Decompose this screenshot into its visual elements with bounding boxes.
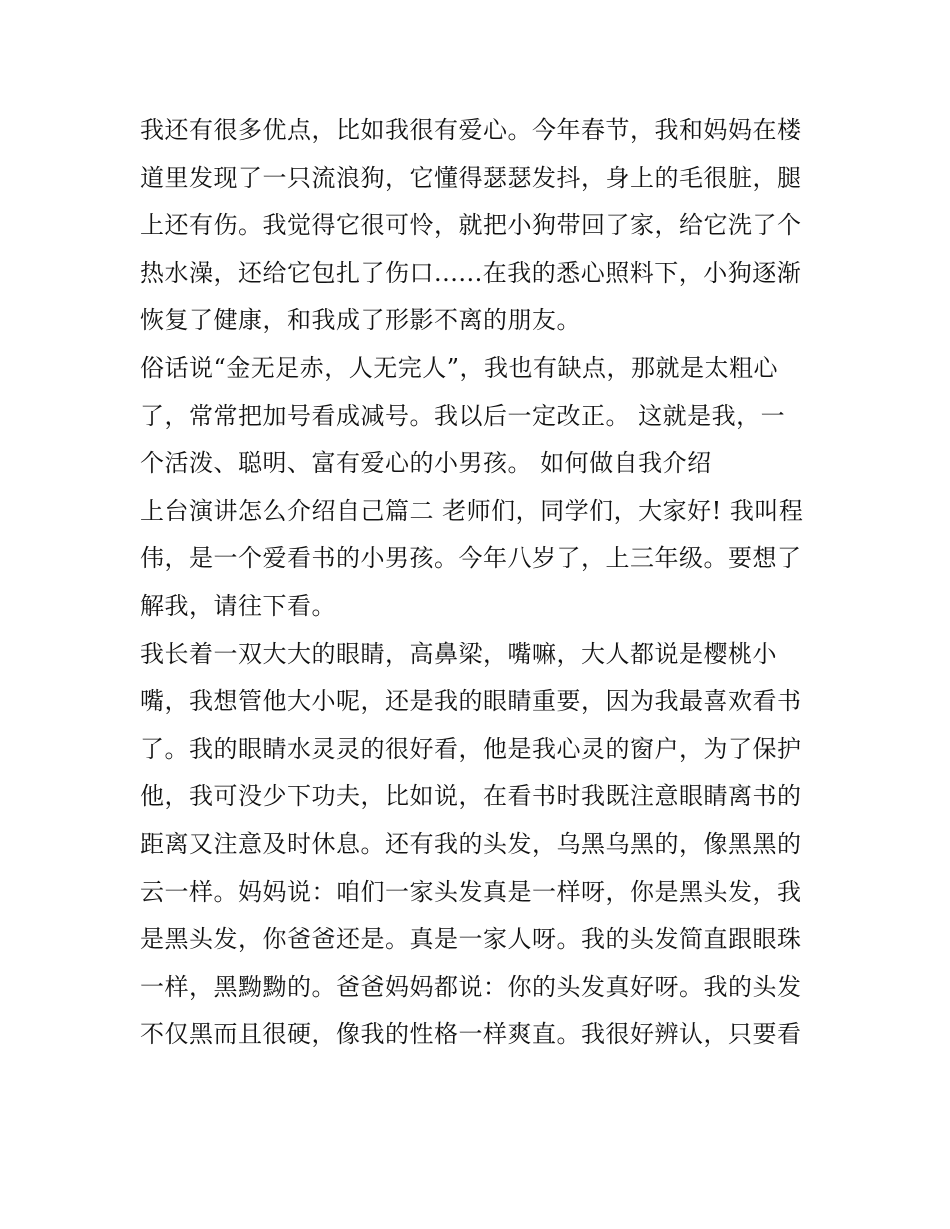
text-line: 他，我可没少下功夫，比如说，在看书时我既注意眼睛离书的 [140,782,802,811]
text-line: 我还有很多优点，比如我很有爱心。今年春节，我和妈妈在楼 [140,116,802,144]
text-line: 道里发现了一只流浪狗，它懂得瑟瑟发抖，身上的毛很脏，腿 [140,163,802,192]
text-line: 俗话说“金无足赤，人无完人”，我也有缺点，那就是太粗心 [140,353,779,382]
text-line: 距离又注意及时休息。还有我的头发，乌黑乌黑的，像黑黑的 [140,829,802,858]
text-line: 解我，请往下看。 [140,591,336,620]
text-line: 我长着一双大大的眼睛，高鼻梁，嘴嘛，大人都说是樱桃小 [140,639,777,668]
text-line: 一样，黑黝黝的。爸爸妈妈都说：你的头发真好呀。我的头发 [140,972,802,1001]
text-line: 了，常常把加号看成减号。我以后一定改正。 这就是我，一 [140,401,786,430]
text-line: 上台演讲怎么介绍自己篇二 老师们，同学们，大家好! 我叫程 [140,496,804,525]
text-line: 上还有伤。我觉得它很可怜，就把小狗带回了家，给它洗了个 [140,211,802,240]
text-line: 是黑头发，你爸爸还是。真是一家人呀。我的头发简直跟眼珠 [140,925,802,954]
text-line: 恢复了健康，和我成了形影不离的朋友。 [140,306,581,335]
text-line: 个活泼、聪明、富有爱心的小男孩。 如何做自我介绍 [140,449,712,478]
document-body [140,107,815,1059]
text-line: 伟，是一个爱看书的小男孩。今年八岁了，上三年级。要想了 [140,544,802,573]
text-line: 不仅黑而且很硬，像我的性格一样爽直。我很好辨认，只要看 [140,1020,802,1049]
text-line: 热水澡，还给它包扎了伤口......在我的悉心照料下，小狗逐渐 [140,258,802,287]
text-line: 了。我的眼睛水灵灵的很好看，他是我心灵的窗户，为了保护 [140,734,802,763]
text-line: 云一样。妈妈说：咱们一家头发真是一样呀，你是黑头发，我 [140,877,802,906]
text-line: 嘴，我想管他大小呢，还是我的眼睛重要，因为我最喜欢看书 [140,687,802,716]
